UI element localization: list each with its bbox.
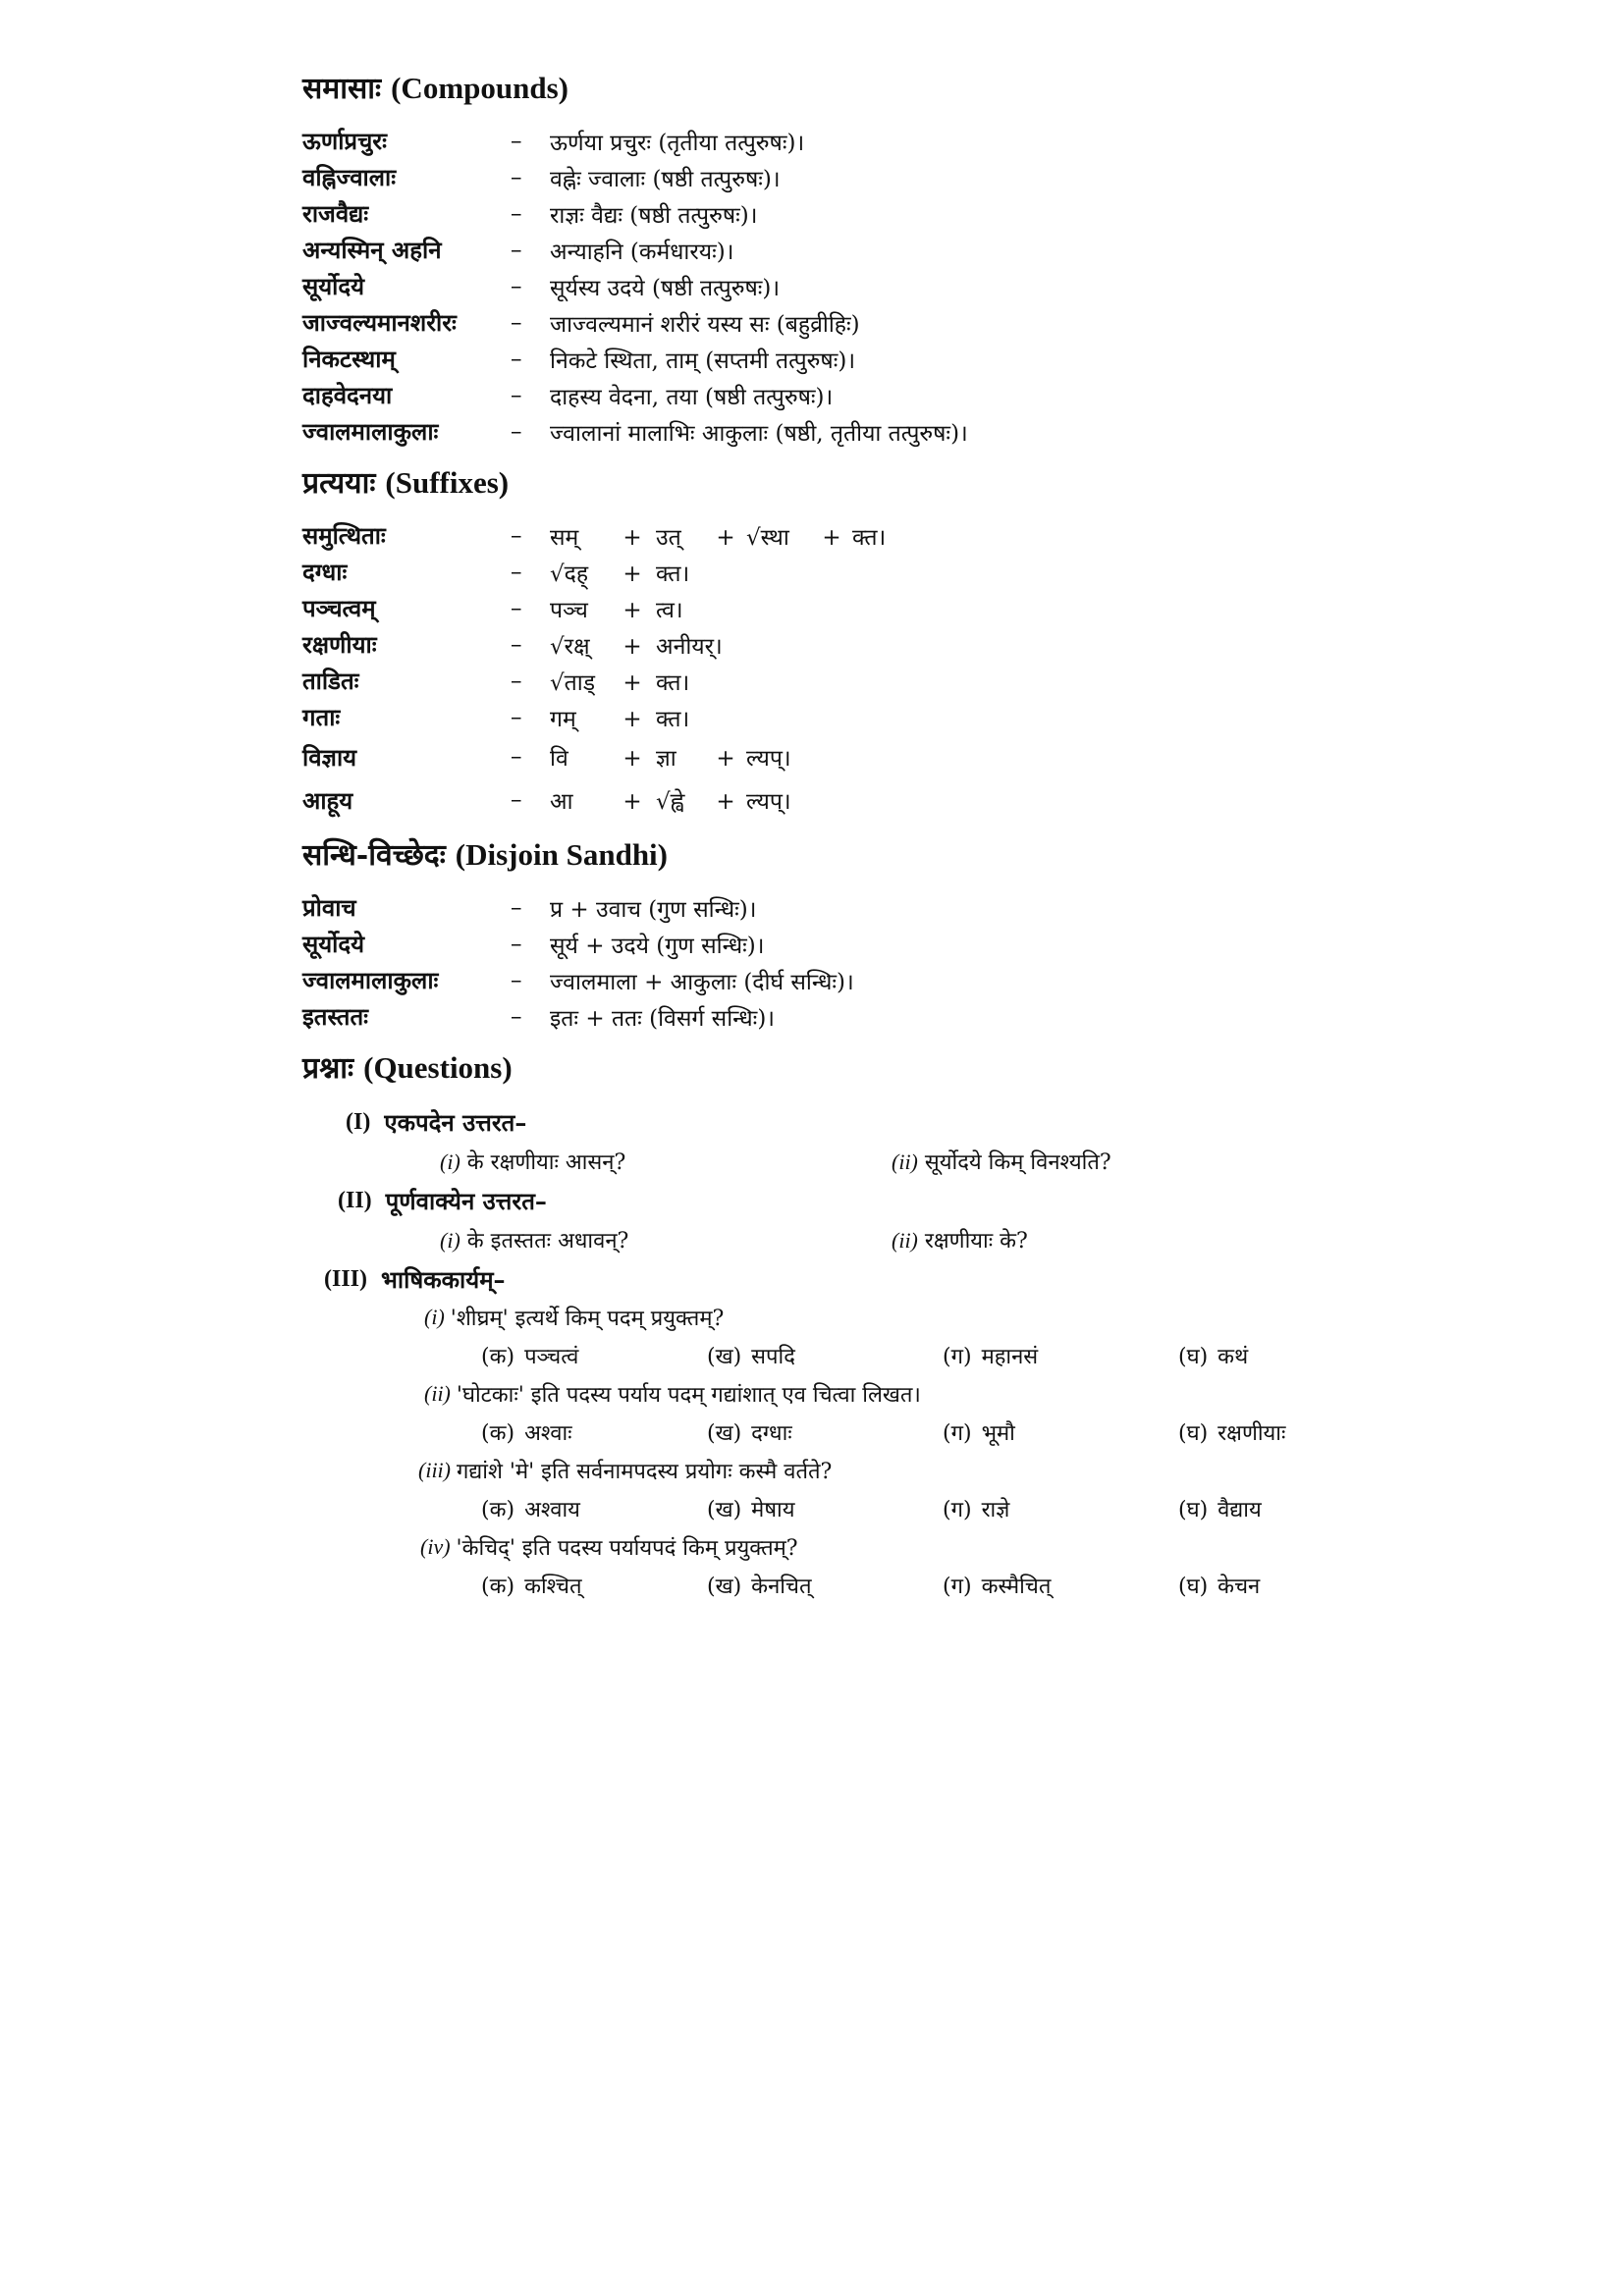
- dash-separator: –: [511, 200, 522, 227]
- compound-row: [302, 159, 1432, 195]
- suffix-row: [302, 735, 1432, 778]
- option-text: भूमौ: [981, 1421, 1015, 1446]
- mcq-option: [481, 1494, 707, 1523]
- mcq-option: [1178, 1341, 1335, 1370]
- mcq-option: [481, 1417, 707, 1447]
- morpheme: √दह्: [550, 561, 589, 587]
- explanation: सूर्य + उदये (गुण सन्धिः)।: [550, 933, 765, 959]
- question-2-items: [440, 1220, 1432, 1259]
- mcq-options: [481, 1336, 1432, 1375]
- suffix-row: [302, 699, 1432, 735]
- roman-numeral: (ii): [892, 1149, 918, 1174]
- question-text: 'केचिद्' इति पदस्य पर्यायपदं किम् प्रयुक्तम्?: [456, 1536, 798, 1561]
- question-text: 'शीघ्रम्' इत्यर्थे किम् पदम् प्रयुक्तम्?: [450, 1307, 725, 1331]
- term: प्रोवाच: [302, 893, 356, 922]
- morpheme: ल्यप्।: [746, 789, 791, 815]
- question-1-number: (I): [346, 1108, 371, 1135]
- option-text: अश्वाय: [524, 1498, 580, 1522]
- compound-row: [302, 195, 1432, 232]
- dash-separator: –: [511, 787, 522, 813]
- compound-row: [302, 413, 1432, 450]
- sandhi-row: [302, 962, 1432, 998]
- option-label: (ख): [707, 1345, 742, 1369]
- explanation: ज्वालमाला + आकुलाः (दीर्घ सन्धिः)।: [550, 969, 854, 995]
- mcq-option: [943, 1341, 1178, 1370]
- term: वह्निज्वालाः: [302, 163, 397, 191]
- suffix-breakdown: [550, 593, 705, 624]
- explanation: प्र + उवाच (गुण सन्धिः)।: [550, 896, 757, 923]
- mcq-option: [707, 1341, 943, 1370]
- roman-numeral: (ii): [424, 1381, 451, 1406]
- mcq-option: [707, 1571, 943, 1600]
- dash-separator: –: [511, 418, 522, 445]
- dash-separator: –: [511, 128, 522, 154]
- explanation: वह्नेः ज्वालाः (षष्ठी तत्पुरुषः)।: [550, 166, 781, 192]
- roman-numeral: (i): [440, 1228, 460, 1253]
- mcq-option: [707, 1494, 943, 1523]
- morpheme: आ: [550, 789, 573, 815]
- question-1-item-ii: [892, 1147, 1111, 1176]
- option-label: (ग): [943, 1421, 972, 1446]
- suffix-row: [302, 778, 1432, 822]
- plus-sign: +: [716, 524, 735, 551]
- question-text: के रक्षणीयाः आसन्?: [466, 1150, 626, 1175]
- mcq-option: [481, 1571, 707, 1600]
- suffix-breakdown: [550, 520, 911, 552]
- suffix-row: [302, 554, 1432, 590]
- option-label: (क): [481, 1421, 515, 1446]
- option-text: केचन: [1217, 1575, 1261, 1599]
- term: निकटस्थाम्: [302, 345, 396, 373]
- option-label: (ग): [943, 1345, 972, 1369]
- mcq-question: [424, 1375, 1432, 1413]
- mcq-option: [943, 1571, 1178, 1600]
- morpheme: वि: [550, 746, 568, 772]
- option-label: (क): [481, 1498, 515, 1522]
- plus-sign: +: [822, 524, 841, 551]
- morpheme: √रक्ष्: [550, 633, 590, 660]
- suffixes-heading-sa: प्रत्ययाः: [302, 466, 376, 501]
- term: पञ्चत्वम्: [302, 594, 376, 622]
- term: राजवैद्यः: [302, 199, 369, 228]
- suffixes-list: [302, 517, 1432, 822]
- term: अन्यस्मिन् अहनि: [302, 236, 442, 264]
- roman-numeral: (iii): [418, 1458, 451, 1482]
- option-text: सपदि: [751, 1345, 795, 1369]
- option-text: महानसं: [981, 1345, 1039, 1369]
- option-text: वैद्याय: [1217, 1498, 1262, 1522]
- term: ऊर्णाप्रचुरः: [302, 127, 387, 155]
- option-label: (क): [481, 1575, 515, 1599]
- option-label: (क): [481, 1345, 515, 1369]
- option-label: (ख): [707, 1421, 742, 1446]
- term: दग्धाः: [302, 558, 348, 586]
- question-text: के इतस्ततः अधावन्?: [466, 1229, 629, 1254]
- plus-sign: +: [622, 706, 642, 732]
- plus-sign: +: [716, 789, 735, 815]
- dash-separator: –: [511, 894, 522, 921]
- question-3-mcq-list: [302, 1299, 1432, 1605]
- option-text: अश्वाः: [524, 1421, 572, 1446]
- term: दाहवेदनया: [302, 381, 393, 409]
- plus-sign: +: [622, 633, 642, 660]
- suffix-breakdown: [550, 666, 705, 697]
- dash-separator: –: [511, 309, 522, 336]
- roman-numeral: (ii): [892, 1228, 918, 1253]
- compound-row: [302, 341, 1432, 377]
- option-label: (घ): [1178, 1421, 1209, 1446]
- compound-row: [302, 304, 1432, 341]
- term: रक्षणीयाः: [302, 630, 377, 659]
- question-text: 'घोटकाः' इति पदस्य पर्याय पदम् गद्यांशात् एव चित्वा लिखत।: [456, 1383, 921, 1408]
- explanation: ज्वालानां मालाभिः आकुलाः (षष्ठी, तृतीया तत्पुरुषः)।: [550, 420, 968, 447]
- option-label: (ख): [707, 1498, 742, 1522]
- suffix-breakdown: [550, 629, 723, 661]
- morpheme: क्त।: [656, 669, 690, 696]
- dash-separator: –: [511, 164, 522, 190]
- dash-separator: –: [511, 595, 522, 621]
- dash-separator: –: [511, 1003, 522, 1030]
- dash-separator: –: [511, 237, 522, 263]
- explanation: निकटे स्थिता, ताम् (सप्तमी तत्पुरुषः)।: [550, 347, 856, 374]
- suffix-breakdown: [550, 557, 705, 588]
- term: सूर्योदये: [302, 272, 365, 300]
- suffix-row: [302, 590, 1432, 626]
- option-text: राज्ञे: [981, 1498, 1010, 1522]
- morpheme: क्त।: [852, 524, 887, 551]
- suffix-row: [302, 517, 1432, 554]
- morpheme: क्त।: [656, 706, 690, 732]
- suffix-breakdown: [550, 741, 811, 773]
- explanation: ऊर्णया प्रचुरः (तृतीया तत्पुरुषः)।: [550, 130, 805, 156]
- compound-row: [302, 123, 1432, 159]
- term: सूर्योदये: [302, 930, 365, 958]
- compound-row: [302, 377, 1432, 413]
- mcq-option: [707, 1417, 943, 1447]
- term: इतस्ततः: [302, 1002, 369, 1031]
- option-label: (ग): [943, 1498, 972, 1522]
- morpheme: गम्: [550, 706, 576, 732]
- question-3-instruction: भाषिककार्यम्–: [381, 1264, 506, 1294]
- mcq-option: [1178, 1417, 1335, 1447]
- morpheme: ल्यप्।: [746, 746, 791, 772]
- mcq-option: [943, 1417, 1178, 1447]
- compounds-heading: [302, 69, 1432, 109]
- sandhi-heading-en: (Disjoin Sandhi): [455, 837, 668, 872]
- sandhi-heading: [302, 835, 1432, 876]
- term: ज्वालमालाकुलाः: [302, 966, 439, 994]
- dash-separator: –: [511, 931, 522, 957]
- mcq-option: [1178, 1571, 1335, 1600]
- morpheme: ज्ञा: [656, 746, 676, 772]
- mcq-question: [424, 1299, 1432, 1336]
- roman-numeral: (i): [424, 1305, 445, 1329]
- plus-sign: +: [716, 746, 735, 772]
- suffixes-heading: [302, 463, 1432, 504]
- option-text: रक्षणीयाः: [1217, 1421, 1286, 1446]
- morpheme: उत्: [656, 524, 681, 551]
- term: जाज्वल्यमानशरीरः: [302, 308, 457, 337]
- suffixes-heading-en: (Suffixes): [385, 465, 510, 500]
- term: समुत्थिताः: [302, 521, 386, 550]
- dash-separator: –: [511, 631, 522, 658]
- term: ज्वालमालाकुलाः: [302, 417, 439, 446]
- questions-heading-sa: प्रश्नाः: [302, 1051, 354, 1086]
- compounds-heading-sa: समासाः: [302, 72, 382, 106]
- mcq-option: [481, 1341, 707, 1370]
- morpheme: √ताड्: [550, 669, 596, 696]
- option-text: केनचित्: [751, 1575, 812, 1599]
- plus-sign: +: [622, 669, 642, 696]
- option-text: कस्मैचित्: [981, 1575, 1052, 1599]
- question-1-item-i: [440, 1147, 892, 1176]
- suffix-row: [302, 663, 1432, 699]
- question-3-heading: [324, 1259, 1432, 1299]
- morpheme: त्व।: [656, 597, 683, 623]
- compound-row: [302, 232, 1432, 268]
- morpheme: क्त।: [656, 561, 690, 587]
- suffix-row: [302, 626, 1432, 663]
- mcq-options: [481, 1413, 1432, 1452]
- option-label: (घ): [1178, 1498, 1209, 1522]
- explanation: दाहस्य वेदना, तया (षष्ठी तत्पुरुषः)।: [550, 384, 834, 410]
- question-2-heading: [338, 1181, 1432, 1220]
- sandhi-list: [302, 889, 1432, 1035]
- question-2-instruction: पूर्णवाक्येन उत्तरत–: [385, 1186, 547, 1215]
- dash-separator: –: [511, 704, 522, 730]
- plus-sign: +: [622, 597, 642, 623]
- morpheme: अनीयर्।: [656, 633, 723, 660]
- explanation: राज्ञः वैद्यः (षष्ठी तत्पुरुषः)।: [550, 202, 758, 229]
- sandhi-heading-sa: सन्धि-विच्छेदः: [302, 838, 446, 873]
- sandhi-row: [302, 889, 1432, 926]
- question-2-item-ii: [892, 1225, 1028, 1255]
- question-text: गद्यांशे 'मे' इति सर्वनामपदस्य प्रयोगः कस्मै वर्तते?: [457, 1460, 833, 1484]
- option-text: पञ्चत्वं: [524, 1345, 579, 1369]
- dash-separator: –: [511, 559, 522, 585]
- morpheme: पञ्च: [550, 597, 588, 623]
- dash-separator: –: [511, 273, 522, 299]
- plus-sign: +: [622, 789, 642, 815]
- compounds-heading-en: (Compounds): [391, 71, 568, 105]
- plus-sign: +: [622, 746, 642, 772]
- question-3-number: (III): [324, 1265, 368, 1292]
- mcq-question: [418, 1452, 1432, 1489]
- sandhi-row: [302, 926, 1432, 962]
- plus-sign: +: [622, 561, 642, 587]
- question-1-instruction: एकपदेन उत्तरत–: [384, 1107, 527, 1137]
- mcq-question: [420, 1528, 1432, 1566]
- question-1-heading: [346, 1102, 1432, 1142]
- explanation: जाज्वल्यमानं शरीरं यस्य सः (बहुव्रीहिः): [550, 311, 860, 338]
- roman-numeral: (iv): [420, 1534, 451, 1559]
- option-label: (ख): [707, 1575, 742, 1599]
- option-text: दग्धाः: [751, 1421, 792, 1446]
- question-1-items: [440, 1142, 1432, 1181]
- dash-separator: –: [511, 967, 522, 993]
- explanation: सूर्यस्य उदये (षष्ठी तत्पुरुषः)।: [550, 275, 781, 301]
- option-text: कश्चित्: [524, 1575, 582, 1599]
- option-text: कथं: [1217, 1345, 1249, 1369]
- option-text: मेषाय: [751, 1498, 795, 1522]
- sandhi-row: [302, 998, 1432, 1035]
- suffix-breakdown: [550, 702, 705, 733]
- compound-row: [302, 268, 1432, 304]
- term: विज्ञाय: [302, 742, 357, 772]
- term: आहूय: [302, 785, 353, 815]
- option-label: (ग): [943, 1575, 972, 1599]
- mcq-options: [481, 1489, 1432, 1528]
- term: गताः: [302, 703, 341, 731]
- dash-separator: –: [511, 744, 522, 770]
- questions-heading-en: (Questions): [363, 1050, 513, 1085]
- term: ताडितः: [302, 667, 359, 695]
- morpheme: सम्: [550, 524, 579, 551]
- suffix-breakdown: [550, 784, 811, 816]
- mcq-option: [943, 1494, 1178, 1523]
- mcq-option: [1178, 1494, 1335, 1523]
- option-label: (घ): [1178, 1345, 1209, 1369]
- morpheme: √ह्वे: [656, 789, 684, 815]
- option-label: (घ): [1178, 1575, 1209, 1599]
- question-2-item-i: [440, 1225, 892, 1255]
- compounds-list: [302, 123, 1432, 450]
- explanation: अन्याहनि (कर्मधारयः)।: [550, 239, 734, 265]
- question-2-number: (II): [338, 1187, 372, 1213]
- question-text: रक्षणीयाः के?: [924, 1229, 1028, 1254]
- question-text: सूर्योदये किम् विनश्यति?: [924, 1150, 1111, 1175]
- dash-separator: –: [511, 522, 522, 549]
- roman-numeral: (i): [440, 1149, 460, 1174]
- questions-heading: [302, 1048, 1432, 1089]
- dash-separator: –: [511, 667, 522, 694]
- document-page: [302, 69, 1432, 1605]
- dash-separator: –: [511, 346, 522, 372]
- explanation: इतः + ततः (विसर्ग सन्धिः)।: [550, 1005, 776, 1032]
- morpheme: √स्था: [746, 524, 789, 551]
- plus-sign: +: [622, 524, 642, 551]
- dash-separator: –: [511, 382, 522, 408]
- mcq-options: [481, 1566, 1432, 1605]
